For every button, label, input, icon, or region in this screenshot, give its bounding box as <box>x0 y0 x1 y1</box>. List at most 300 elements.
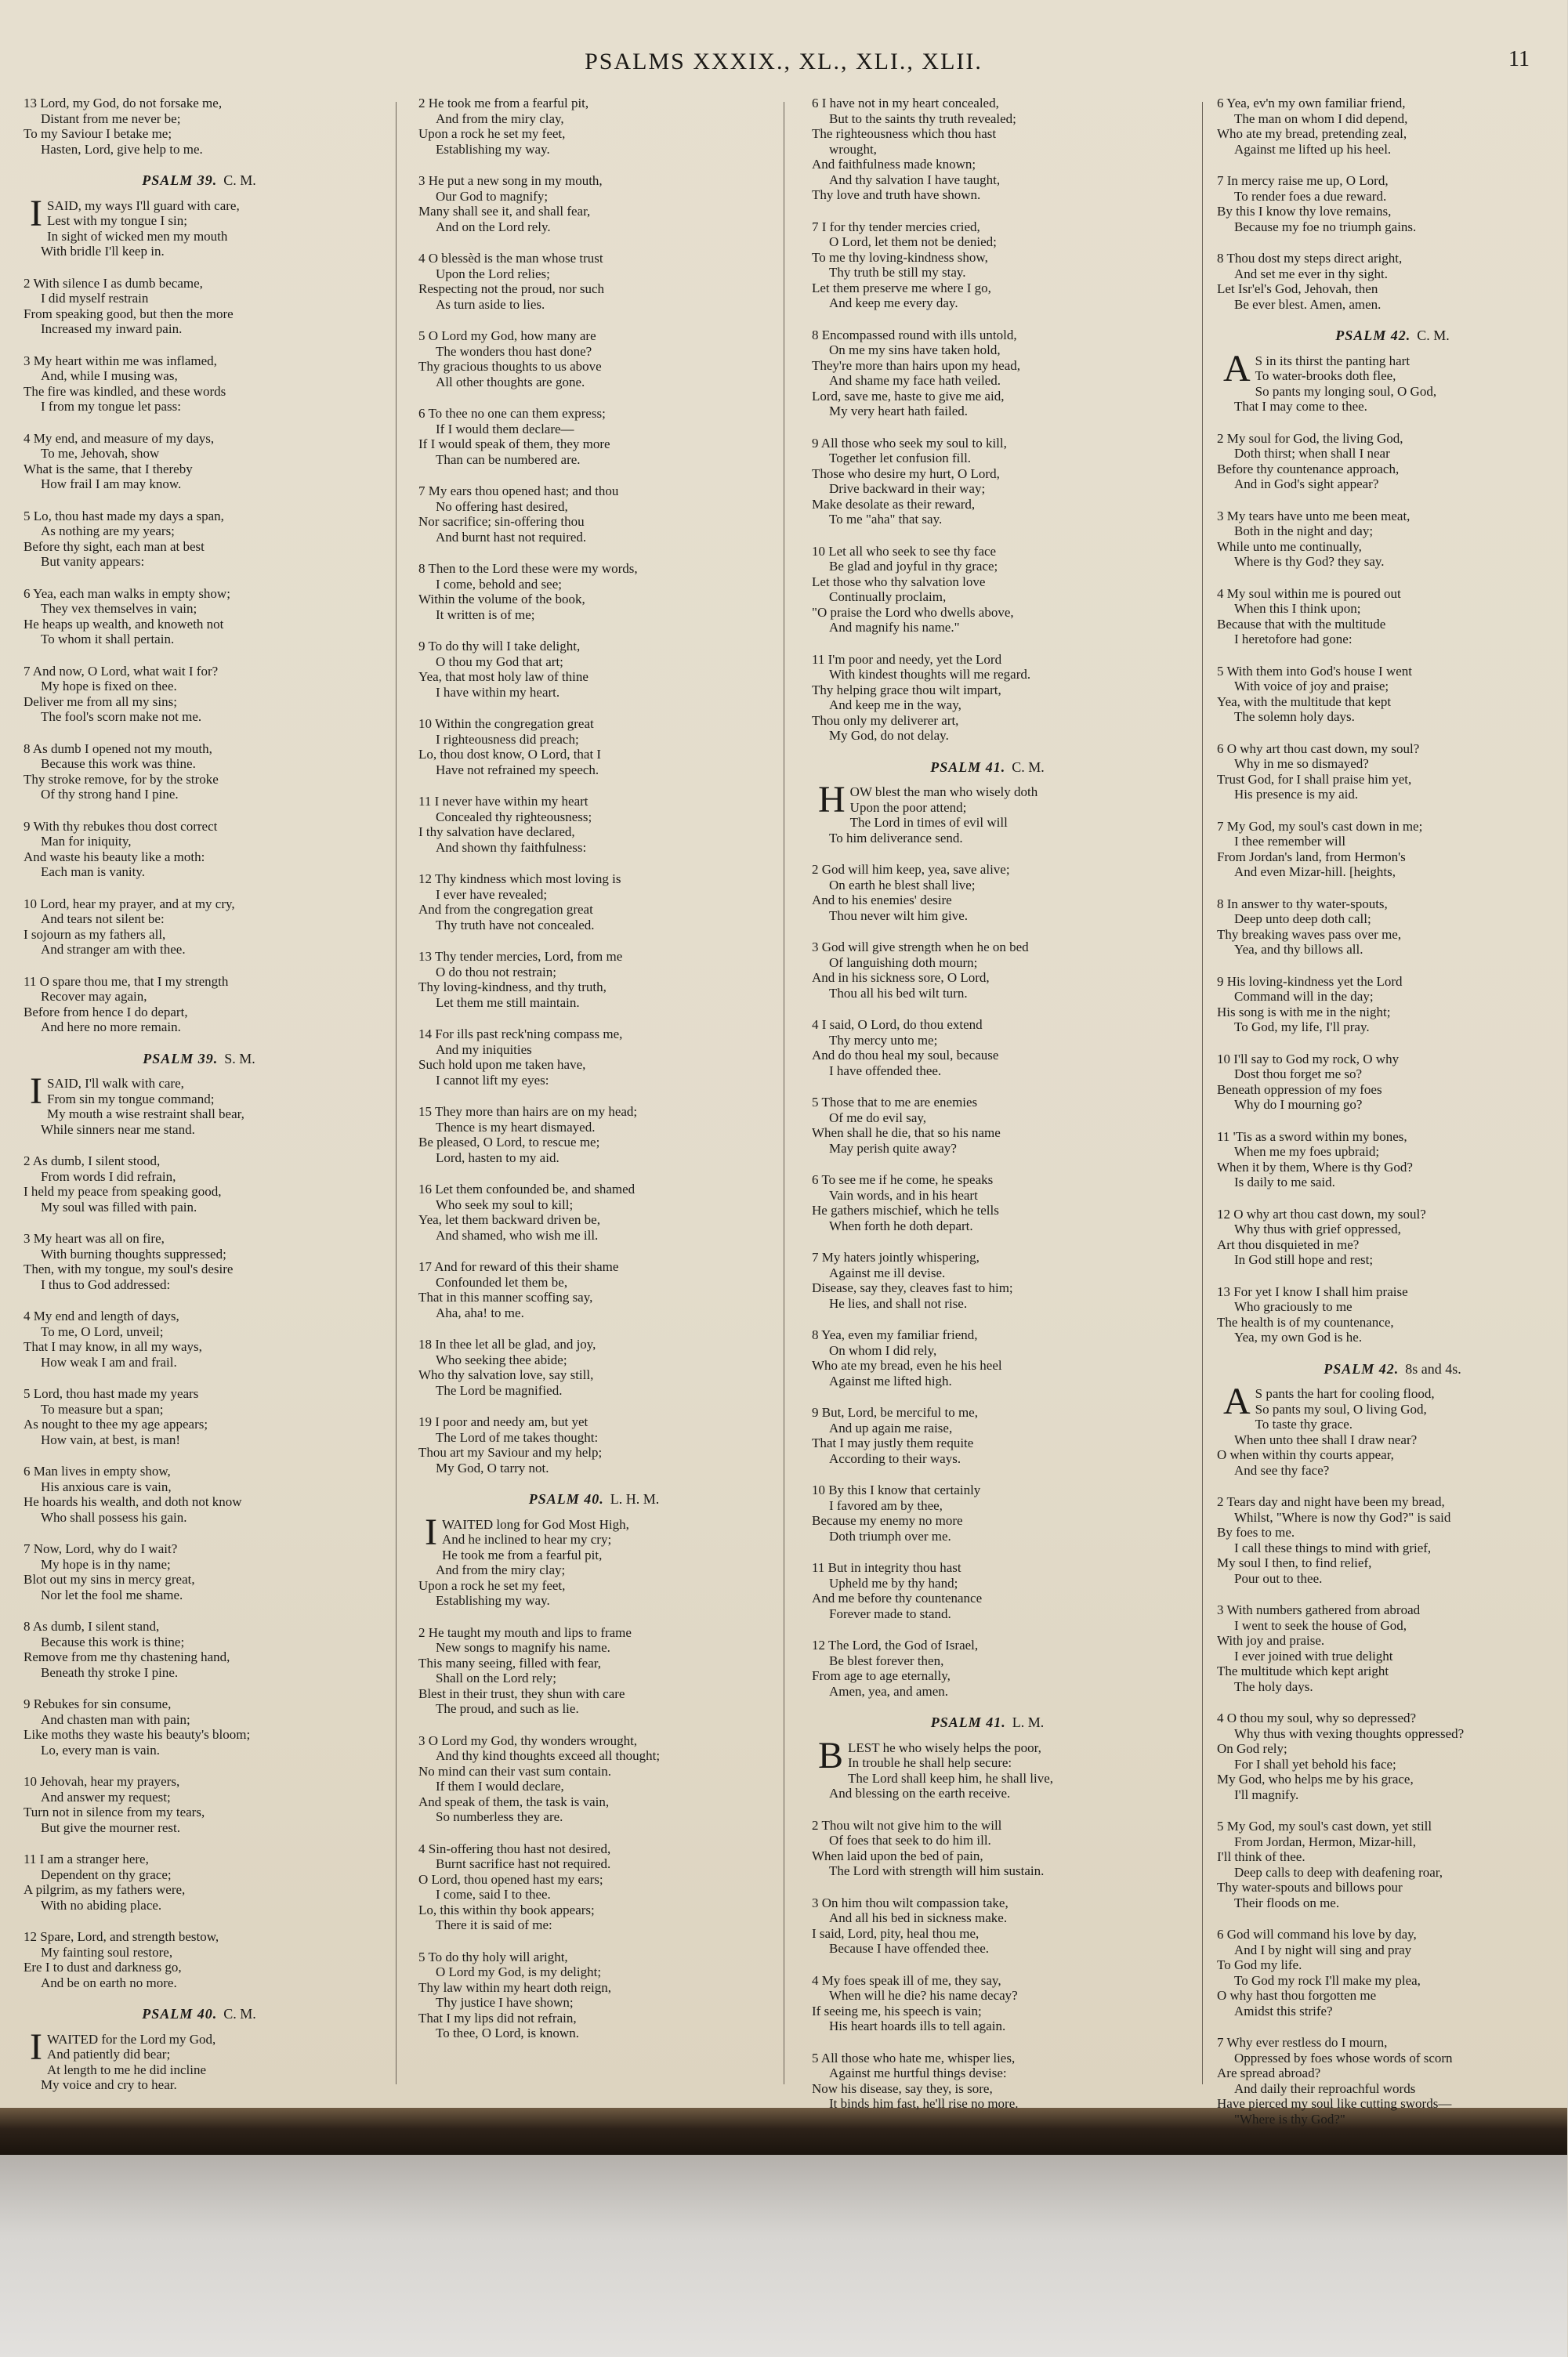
verse-line: To taste thy grace. <box>1255 1417 1353 1432</box>
verse-line: Thence is my heart dismayed. <box>436 1119 596 1135</box>
psalm-meter: C. M. <box>223 2006 256 2022</box>
verse-line: And chasten man with pain; <box>41 1711 190 1727</box>
stanza <box>418 949 770 1010</box>
verse-line: My very heart hath failed. <box>829 404 969 418</box>
verse-line: 10 I'll say to God my rock, O why <box>1217 1051 1400 1066</box>
verse-line: WAITED long for God Most High, <box>441 1516 629 1532</box>
stanza <box>418 1337 770 1398</box>
verse-line: 14 For ills past reck'ning compass me, <box>418 1026 623 1041</box>
verse-line: The righteousness which thou hast <box>812 126 997 141</box>
stanza <box>24 1929 375 1990</box>
verse-line: 2 Tears day and night have been my bread, <box>1217 1494 1445 1509</box>
psalm-heading <box>1217 328 1568 344</box>
verse-line: Both in the night and day; <box>1234 523 1374 538</box>
verse-line: Nor let the fool me shame. <box>41 1587 183 1602</box>
verse-line: My God, do not delay. <box>829 728 949 743</box>
verse-line: That I may justly them requite <box>812 1436 974 1450</box>
verse-line: I'll think of thee. <box>1217 1849 1305 1864</box>
verse-line: And on the Lord rely. <box>436 219 551 234</box>
stanza <box>1217 741 1568 802</box>
verse-line: 9 To do thy will I take delight, <box>418 639 581 654</box>
verse-line: On earth he blest shall live; <box>829 877 976 892</box>
verse-line: And faithfulness made known; <box>812 157 976 172</box>
psalm-meter: C. M. <box>1012 759 1045 775</box>
stanza <box>418 406 770 467</box>
verse-line: And from the congregation great <box>418 902 593 917</box>
verse-line: 4 Sin-offering thou hast not desired, <box>418 1841 611 1856</box>
psalm-title: PSALM 42. <box>1335 328 1411 343</box>
stanza <box>1217 819 1568 880</box>
stanza <box>812 1638 1163 1699</box>
verse-line: Then, with my tongue, my soul's desire <box>24 1262 234 1276</box>
verse-line: Of foes that seek to do him ill. <box>829 1833 991 1848</box>
verse-line: 11 I never have within my heart <box>418 794 588 809</box>
verse-line: And patiently did bear; <box>46 2047 171 2062</box>
verse-line: Have not refrained my speech. <box>436 762 599 777</box>
stanza <box>1217 431 1568 492</box>
verse-line: Increased my inward pain. <box>41 321 183 336</box>
verse-line: There it is said of me: <box>436 1917 552 1932</box>
stanza <box>1217 664 1568 725</box>
verse-line: 16 Let them confounded be, and shamed <box>418 1182 636 1197</box>
verse-line: Trust God, for I shall praise him yet, <box>1217 771 1412 787</box>
stanza <box>24 974 375 1035</box>
verse-line: 5 Those that to me are enemies <box>812 1095 978 1110</box>
verse-line: And in God's sight appear? <box>1234 476 1379 491</box>
verse-line: With burning thoughts suppressed; <box>41 1246 226 1262</box>
verse-line: I said, Lord, pity, heal thou me, <box>812 1925 980 1941</box>
verse-line: And keep me every day. <box>829 295 958 310</box>
background-surface <box>0 2155 1567 2357</box>
stanza <box>24 192 375 259</box>
verse-line: By foes to me. <box>1217 1525 1295 1540</box>
verse-line: 4 My soul within me is poured out <box>1217 585 1401 601</box>
verse-line: Because my enemy no more <box>812 1513 963 1528</box>
verse-line: Shall on the Lord rely; <box>436 1671 556 1685</box>
verse-line: And from the miry clay; <box>436 1562 566 1577</box>
verse-line: Is daily to me said. <box>1234 1175 1335 1189</box>
verse-line: 11 I'm poor and needy, yet the Lord <box>812 651 1002 667</box>
verse-line: When laid upon the bed of pain, <box>812 1848 983 1863</box>
verse-line: And from the miry clay, <box>436 110 564 126</box>
verse-line: Doth thirst; when shall I near <box>1234 446 1390 461</box>
verse-line: O Lord, thou opened hast my ears; <box>418 1871 603 1887</box>
stanza <box>1217 586 1568 647</box>
verse-line: Lest with my tongue I sin; <box>46 213 187 228</box>
verse-line: 8 Yea, even my familiar friend, <box>812 1327 978 1342</box>
verse-line: 6 God will command his love by day, <box>1217 1927 1417 1942</box>
verse-line: My soul was filled with pain. <box>41 1199 197 1215</box>
stanza <box>24 819 375 880</box>
stanza <box>418 639 770 700</box>
verse-line: Thy truth be still my stay. <box>829 265 966 280</box>
verse-line: The wonders thou hast done? <box>436 343 592 359</box>
verse-line: 3 With numbers gathered from abroad <box>1217 1602 1421 1617</box>
verse-line: OW blest the man who wisely doth <box>849 784 1038 799</box>
verse-line: Thy law within my heart doth reign, <box>418 1979 611 1995</box>
page-header <box>0 44 1567 75</box>
verse-line: When shall he die, that so his name <box>812 1125 1001 1140</box>
verse-line: 11 I am a stranger here, <box>24 1852 149 1866</box>
verse-line: 2 God will him keep, yea, save alive; <box>812 862 1010 877</box>
verse-line: My God, who helps me by his grace, <box>1217 1772 1414 1787</box>
verse-line: Let them preserve me where I go, <box>812 280 991 295</box>
drop-cap: B <box>818 1734 844 1776</box>
psalm-title: PSALM 39. <box>142 172 218 188</box>
stanza <box>812 219 1163 311</box>
verse-line: 3 He put a new song in my mouth, <box>418 173 603 188</box>
verse-line: As nothing are my years; <box>41 523 175 538</box>
verse-line: In God still hope and rest; <box>1234 1252 1374 1267</box>
verse-line: Confounded let them be, <box>436 1274 568 1290</box>
verse-line: Have pierced my soul like cutting swords— <box>1217 2096 1452 2111</box>
stanza <box>24 1070 375 1137</box>
stanza <box>24 1774 375 1835</box>
psalm-title: PSALM 41. <box>930 759 1006 775</box>
stanza <box>1217 96 1568 157</box>
stanza <box>24 1541 375 1602</box>
stanza <box>812 1172 1163 1233</box>
verse-line: I thy salvation have declared, <box>418 824 575 839</box>
verse-line: 7 Why ever restless do I mourn, <box>1217 2035 1388 2050</box>
verse-line: Those who desire my hurt, O Lord, <box>812 465 1000 481</box>
verse-line: Lo, this within thy book appears; <box>418 1902 595 1917</box>
stanza <box>812 1560 1163 1621</box>
stanza <box>812 940 1163 1001</box>
drop-cap: A <box>1223 1381 1251 1422</box>
verse-line: Of me do evil say, <box>829 1110 927 1125</box>
verse-line: Their floods on me. <box>1234 1895 1340 1910</box>
verse-line: Where is thy God? they say. <box>1234 554 1385 569</box>
verse-line: Be pleased, O Lord, to rescue me; <box>418 1135 600 1150</box>
stanza <box>812 1734 1163 1801</box>
verse-line: The fool's scorn make not me. <box>41 709 202 724</box>
verse-line: At length to me he did incline <box>46 2062 206 2077</box>
verse-line: Each man is vanity. <box>41 864 145 879</box>
stanza <box>24 664 375 725</box>
verse-line: And shown thy faithfulness: <box>436 839 587 855</box>
stanza <box>24 1464 375 1525</box>
verse-line: I ever joined with true delight <box>1234 1648 1393 1664</box>
verse-line: His heart hoards ills to tell again. <box>829 2018 1006 2033</box>
verse-line: A pilgrim, as my fathers were, <box>24 1882 186 1897</box>
verse-line: From speaking good, but then the more <box>24 306 234 321</box>
stanza <box>1217 1927 1568 2018</box>
verse-line: Against me hurtful things devise: <box>829 2066 1007 2080</box>
verse-line: To thee, O Lord, is known. <box>436 2026 579 2040</box>
verse-line: And blessing on the earth receive. <box>829 1786 1011 1801</box>
verse-line: 13 Lord, my God, do not forsake me, <box>24 96 223 110</box>
verse-line: 2 As dumb, I silent stood, <box>24 1153 161 1168</box>
verse-line: As turn aside to lies. <box>436 296 545 312</box>
stanza <box>1217 974 1568 1035</box>
stanza <box>1217 173 1568 234</box>
verse-line: How frail I am may know. <box>41 476 182 491</box>
stanza <box>1217 347 1568 415</box>
verse-line: The multitude which kept aright <box>1217 1664 1389 1678</box>
verse-line: From Jordan's land, from Hermon's <box>1217 849 1406 864</box>
verse-line: 6 Yea, ev'n my own familiar friend, <box>1217 96 1406 110</box>
verse-line: Thy water-spouts and billows pour <box>1217 1880 1403 1895</box>
verse-line: Be ever blest. Amen, amen. <box>1234 296 1382 312</box>
verse-line: Thy breaking waves pass over me, <box>1217 926 1402 942</box>
verse-line: The Lord with strength will him sustain. <box>829 1863 1045 1878</box>
verse-line: WAITED for the Lord my God, <box>46 2031 216 2047</box>
verse-line: To render foes a due reward. <box>1234 188 1387 204</box>
verse-line: Doth triumph over me. <box>829 1528 951 1544</box>
verse-line: O do thou not restrain; <box>436 964 556 979</box>
verse-line: Who seeking thee abide; <box>436 1352 567 1367</box>
verse-line: Than can be numbered are. <box>436 451 581 467</box>
stanza <box>24 96 375 157</box>
stanza <box>812 1895 1163 1957</box>
verse-line: Thy stroke remove, for by the stroke <box>24 771 219 787</box>
verse-line: 3 God will give strength when he on bed <box>812 940 1029 954</box>
verse-line: I favored am by thee, <box>829 1497 943 1513</box>
verse-line: I sojourn as my fathers all, <box>24 926 166 942</box>
verse-line: 12 O why art thou cast down, my soul? <box>1217 1206 1426 1222</box>
verse-line: And tears not silent be: <box>41 911 165 926</box>
verse-line: And up again me raise, <box>829 1420 953 1436</box>
verse-line: His song is with me in the night; <box>1217 1004 1391 1019</box>
verse-line: Nor sacrifice; sin-offering thou <box>418 514 585 529</box>
psalm-title: PSALM 41. <box>930 1714 1006 1730</box>
verse-line: So pants my longing soul, O God, <box>1255 383 1437 399</box>
verse-line: Lo, every man is vain. <box>41 1742 161 1758</box>
verse-line: Ere I to dust and darkness go, <box>24 1960 182 1975</box>
text-column-4 <box>1217 96 1568 2127</box>
verse-line: 4 My foes speak ill of me, they say, <box>812 1972 1001 1988</box>
verse-line: Because this work was thine. <box>41 756 196 771</box>
psalm-heading <box>418 1492 770 1508</box>
verse-line: When unto thee shall I draw near? <box>1234 1432 1418 1447</box>
verse-line: He hoards his wealth, and doth not know <box>24 1494 242 1509</box>
verse-line: The man on whom I did depend, <box>1234 110 1408 126</box>
verse-line: That I may come to thee. <box>1234 399 1367 414</box>
verse-line: Thou only my deliverer art, <box>812 712 959 728</box>
verse-line: I thus to God addressed: <box>41 1276 171 1292</box>
verse-line: He gathers mischief, which he tells <box>812 1203 999 1218</box>
stanza <box>24 2026 375 2093</box>
verse-line: I come, said I to thee. <box>436 1887 551 1902</box>
verse-line: 5 My God, my soul's cast down, yet still <box>1217 1819 1432 1834</box>
verse-line: And answer my request; <box>41 1789 171 1805</box>
verse-line: With bridle I'll keep in. <box>41 244 165 259</box>
verse-line: 7 Now, Lord, why do I wait? <box>24 1541 178 1556</box>
verse-line: Thou never wilt him give. <box>829 907 969 923</box>
verse-line: 5 With them into God's house I went <box>1217 663 1413 679</box>
verse-line: Amidst this strife? <box>1234 2003 1333 2018</box>
verse-line: And keep me in the way, <box>829 697 961 712</box>
verse-line: 10 By this I know that certainly <box>812 1483 981 1497</box>
verse-line: Such hold upon me taken have, <box>418 1057 586 1072</box>
verse-line: And my iniquities <box>436 1041 532 1057</box>
verse-line: O when within thy courts appear, <box>1217 1447 1394 1462</box>
verse-line: Dependent on thy grace; <box>41 1866 172 1882</box>
verse-line: S in its thirst the panting hart <box>1255 353 1410 368</box>
verse-line: And be on earth no more. <box>41 1975 177 1990</box>
verse-line: 7 My ears thou opened hast; and thou <box>418 483 619 498</box>
verse-line: How weak I am and frail. <box>41 1354 177 1370</box>
verse-line: 2 Thou wilt not give him to the will <box>812 1817 1002 1833</box>
stanza <box>418 1259 770 1320</box>
psalm-meter: L. M. <box>1012 1714 1045 1730</box>
running-title: PSALMS XXXIX., XL., XLI., XLII. <box>585 49 983 74</box>
verse-line: 5 O Lord my God, how many are <box>418 328 596 343</box>
verse-line: 3 O Lord my God, thy wonders wrought, <box>418 1732 638 1748</box>
verse-line: To me, Jehovah, show <box>41 446 160 461</box>
verse-line: The health is of my countenance, <box>1217 1314 1394 1330</box>
psalm-meter: L. H. M. <box>610 1491 660 1507</box>
stanza <box>1217 509 1568 570</box>
psalm-title: PSALM 39. <box>143 1050 219 1066</box>
verse-line: And set me ever in thy sight. <box>1234 266 1388 281</box>
stanza <box>1217 1381 1568 1478</box>
verse-line: 6 Man lives in empty show, <box>24 1464 171 1479</box>
verse-line: Art thou disquieted in me? <box>1217 1236 1360 1252</box>
verse-line: To my Saviour I betake me; <box>24 126 172 141</box>
psalm-heading <box>812 760 1163 776</box>
stanza <box>1217 1602 1568 1694</box>
verse-line: My God, O tarry not. <box>436 1460 549 1475</box>
verse-line: Deep unto deep doth call; <box>1234 911 1371 926</box>
verse-line: Upon the Lord relies; <box>436 266 550 281</box>
verse-line: If them I would declare, <box>436 1779 564 1794</box>
verse-line: O thou my God that art; <box>436 654 563 669</box>
verse-line: Before thy sight, each man at best <box>24 538 205 554</box>
verse-line: 9 His loving-kindness yet the Lord <box>1217 973 1403 989</box>
verse-line: My voice and cry to hear. <box>41 2077 177 2092</box>
verse-line: 15 They more than hairs are on my head; <box>418 1104 638 1119</box>
verse-line: 18 In thee let all be glad, and joy, <box>418 1337 596 1352</box>
verse-line: Dost thou forget me so? <box>1234 1066 1363 1081</box>
stanza <box>418 1182 770 1243</box>
verse-line: 4 I said, O Lord, do thou extend <box>812 1017 983 1032</box>
verse-line: And shame my face hath veiled. <box>829 373 1001 388</box>
verse-line: To water-brooks doth flee, <box>1255 368 1396 383</box>
verse-line: I come, behold and see; <box>436 576 562 592</box>
verse-line: With no abiding place. <box>41 1897 162 1913</box>
verse-line: 11 But in integrity thou hast <box>812 1560 961 1575</box>
psalm-meter: 8s and 4s. <box>1405 1360 1461 1377</box>
verse-line: Who seek my soul to kill; <box>436 1197 574 1212</box>
verse-line: With voice of joy and praise; <box>1234 679 1389 693</box>
verse-line: If seeing me, his speech is vain; <box>812 2003 982 2018</box>
verse-line: I cannot lift my eyes: <box>436 1072 549 1088</box>
verse-line: Yea, with the multitude that kept <box>1217 693 1392 709</box>
verse-line: Establishing my way. <box>436 1593 550 1608</box>
psalm-title: PSALM 40. <box>528 1491 604 1507</box>
verse-line: 3 On him thou wilt compassion take, <box>812 1895 1009 1910</box>
stanza <box>24 509 375 570</box>
drop-cap: I <box>30 192 42 234</box>
verse-line: 2 My soul for God, the living God, <box>1217 430 1403 446</box>
verse-line: LEST he who wisely helps the poor, <box>848 1740 1041 1755</box>
verse-line: 10 Within the congregation great <box>418 716 594 731</box>
verse-line: The Lord shall keep him, he shall live, <box>848 1770 1054 1786</box>
verse-line: The Lord be magnified. <box>436 1382 563 1398</box>
stanza <box>1217 1819 1568 1910</box>
verse-line: My mouth a wise restraint shall bear, <box>46 1106 244 1121</box>
verse-line: And all his bed in sickness make. <box>829 1910 1008 1925</box>
verse-line: On God rely; <box>1217 1741 1287 1756</box>
verse-line: So pants my soul, O living God, <box>1255 1401 1427 1417</box>
verse-line: To God, my life, I'll pray. <box>1234 1019 1370 1034</box>
verse-line: Upheld me by thy hand; <box>829 1575 958 1591</box>
verse-line: 10 Jehovah, hear my prayers, <box>24 1774 180 1789</box>
verse-line: 6 To see me if he come, he speaks <box>812 1172 994 1187</box>
verse-line: 6 O why art thou cast down, my soul? <box>1217 740 1420 756</box>
verse-line: Are spread abroad? <box>1217 2066 1321 2080</box>
verse-line: To God my rock I'll make my plea, <box>1234 1972 1421 1988</box>
stanza <box>1217 1052 1568 1113</box>
verse-line: And burnt hast not required. <box>436 529 587 545</box>
verse-line: 7 My God, my soul's cast down in me; <box>1217 818 1423 834</box>
stanza <box>812 1095 1163 1156</box>
verse-line: O Lord, let them not be denied; <box>829 234 997 249</box>
stanza <box>812 2051 1163 2112</box>
verse-line: The proud, and such as lie. <box>436 1701 579 1716</box>
verse-line: Before from hence I do depart, <box>24 1004 188 1019</box>
verse-line: And speak of them, the task is vain, <box>418 1794 610 1809</box>
stanza <box>812 1818 1163 1879</box>
verse-line: 2 He taught my mouth and lips to frame <box>418 1624 632 1640</box>
verse-line: My hope is fixed on thee. <box>41 679 177 693</box>
verse-line: And shamed, who wish me ill. <box>436 1227 599 1243</box>
psalm-meter: C. M. <box>1417 328 1450 343</box>
verse-line: While unto me continually, <box>1217 538 1362 554</box>
verse-line: To measure but a span; <box>41 1401 164 1417</box>
verse-line: Because that with the multitude <box>1217 616 1386 632</box>
verse-line: How vain, at best, is man! <box>41 1432 180 1447</box>
verse-line: O why hast thou forgotten me <box>1217 1988 1377 2003</box>
verse-line: But give the mourner rest. <box>41 1819 180 1835</box>
verse-line: The Lord of me takes thought: <box>436 1429 599 1445</box>
verse-line: 9 But, Lord, be merciful to me, <box>812 1405 978 1420</box>
verse-line: Who ate my bread, pretending zeal, <box>1217 126 1407 141</box>
verse-line: On me my sins have taken hold, <box>829 342 1001 357</box>
verse-line: Why thus with vexing thoughts oppressed? <box>1234 1725 1465 1741</box>
verse-line: Amen, yea, and amen. <box>829 1683 948 1699</box>
verse-line: 8 As dumb I opened not my mouth, <box>24 740 212 756</box>
stanza <box>24 1386 375 1447</box>
stanza <box>1217 1207 1568 1268</box>
verse-line: "O praise the Lord who dwells above, <box>812 604 1014 620</box>
psalm-heading <box>24 1052 375 1067</box>
verse-line: When it by them, Where is thy God? <box>1217 1159 1413 1175</box>
verse-line: I from my tongue let pass: <box>41 399 181 414</box>
psalm-title: PSALM 42. <box>1324 1360 1400 1377</box>
verse-line: While sinners near me stand. <box>41 1121 195 1137</box>
verse-line: 12 Thy kindness which most loving is <box>418 871 621 886</box>
drop-cap: A <box>1223 347 1251 389</box>
verse-line: Upon a rock he set my feet, <box>418 126 566 141</box>
verse-line: The solemn holy days. <box>1234 709 1355 724</box>
text-column-3 <box>812 96 1163 2111</box>
stanza <box>418 561 770 622</box>
verse-line: And even Mizar-hill. [heights, <box>1234 864 1396 879</box>
verse-line: By this I know thy love remains, <box>1217 204 1392 219</box>
stanza <box>1217 1284 1568 1345</box>
verse-line: Who ate my bread, even he his heel <box>812 1358 1002 1373</box>
verse-line: Upon a rock he set my feet, <box>418 1577 566 1593</box>
stanza <box>418 173 770 234</box>
verse-line: Of languishing doth mourn; <box>829 954 978 970</box>
verse-line: Let them me still maintain. <box>436 994 580 1010</box>
verse-line: When me my foes upbraid; <box>1234 1144 1380 1159</box>
stanza <box>418 251 770 312</box>
stanza <box>418 716 770 777</box>
